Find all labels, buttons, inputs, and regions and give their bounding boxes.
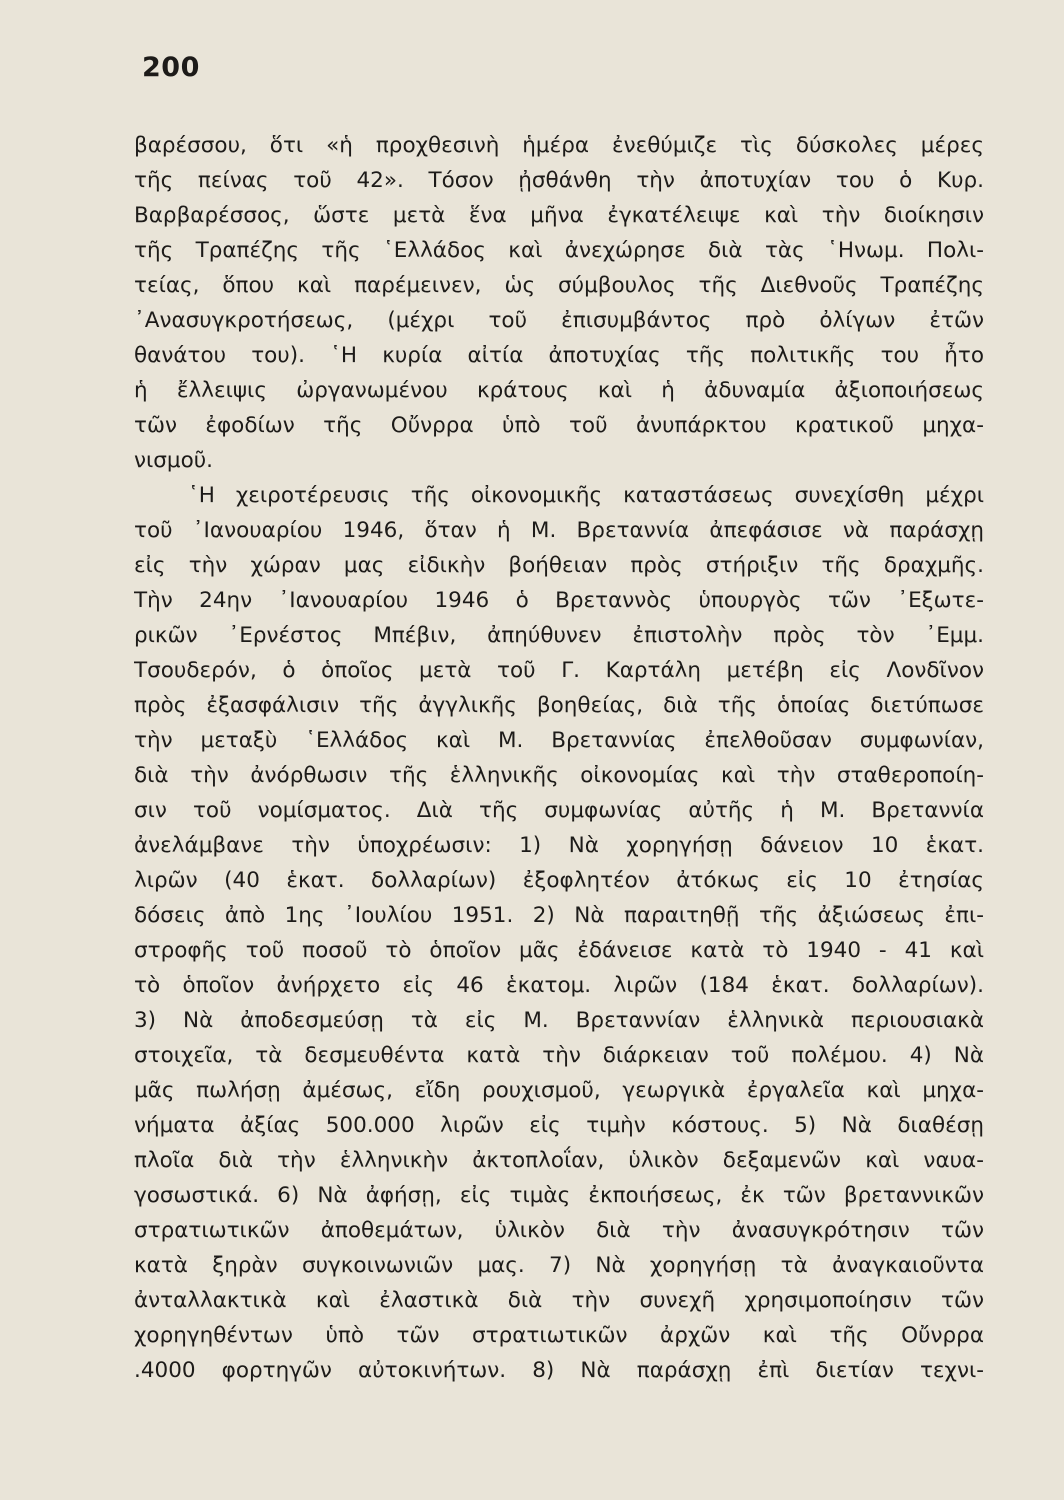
text-line: ἡ ἔλλειψις ὠργανωμένου κράτους καὶ ἡ ἀδυναμία ἀξιοποιήσεως bbox=[134, 378, 984, 403]
text-line: τὸ ὁποῖον ἀνήρχετο εἰς 46 ἑκατομ. λιρῶν (184 ἑκατ. δολλαρίων). bbox=[134, 973, 984, 998]
text-line: θανάτου του). ῾Η κυρία αἰτία ἀποτυχίας τῆς πολιτικῆς του ἦτο bbox=[134, 343, 984, 368]
text-line: 3) Νὰ ἀποδεσμεύσῃ τὰ εἰς Μ. Βρεταννίαν ἑλληνικὰ περιουσιακὰ bbox=[134, 1008, 984, 1033]
text-line: εἰς τὴν χώραν μας εἰδικὴν βοήθειαν πρὸς στήριξιν τῆς δραχμῆς. bbox=[134, 553, 984, 578]
text-line: γοσωστικά. 6) Νὰ ἀφήσῃ, εἰς τιμὰς ἐκποιήσεως, ἐκ τῶν βρεταννικῶν bbox=[134, 1183, 984, 1208]
text-line: ρικῶν ᾿Ερνέστος Μπέβιν, ἀπηύθυνεν ἐπιστολὴν πρὸς τὸν ᾿Εμμ. bbox=[134, 623, 984, 648]
text-line: Βαρβαρέσσος, ὥστε μετὰ ἕνα μῆνα ἐγκατέλειψε καὶ τὴν διοίκησιν bbox=[134, 203, 984, 228]
text-line: στοιχεῖα, τὰ δεσμευθέντα κατὰ τὴν διάρκειαν τοῦ πολέμου. 4) Νὰ bbox=[134, 1043, 984, 1068]
page-number: 200 bbox=[142, 52, 200, 83]
text-line: στροφῆς τοῦ ποσοῦ τὸ ὁποῖον μᾶς ἐδάνεισε κατὰ τὸ 1940 - 41 καὶ bbox=[134, 938, 984, 963]
text-line: βαρέσσου, ὅτι «ἡ προχθεσινὴ ἡμέρα ἐνεθύμιζε τὶς δύσκολες μέρες bbox=[134, 133, 984, 158]
text-line: ᾿Ανασυγκροτήσεως, (μέχρι τοῦ ἐπισυμβάντος πρὸ ὀλίγων ἐτῶν bbox=[134, 308, 984, 333]
text-line: πλοῖα διὰ τὴν ἑλληνικὴν ἀκτοπλοΐαν, ὑλικὸν δεξαμενῶν καὶ ναυα- bbox=[134, 1148, 984, 1173]
body-text bbox=[134, 128, 984, 1388]
text-line: τῆς πείνας τοῦ 42». Τόσον ᾐσθάνθη τὴν ἀποτυχίαν του ὁ Κυρ. bbox=[134, 168, 984, 193]
text-line: Τσουδερόν, ὁ ὁποῖος μετὰ τοῦ Γ. Καρτάλη μετέβη εἰς Λονδῖνον bbox=[134, 658, 984, 683]
text-line: ἀνταλλακτικὰ καὶ ἐλαστικὰ διὰ τὴν συνεχῆ χρησιμοποίησιν τῶν bbox=[134, 1288, 984, 1313]
text-line: μᾶς πωλήσῃ ἀμέσως, εἴδη ρουχισμοῦ, γεωργικὰ ἐργαλεῖα καὶ μηχα- bbox=[134, 1078, 984, 1103]
text-line: δόσεις ἀπὸ 1ης ᾿Ιουλίου 1951. 2) Νὰ παραιτηθῇ τῆς ἀξιώσεως ἐπι- bbox=[134, 903, 984, 928]
text-line: ἀνελάμβανε τὴν ὑποχρέωσιν: 1) Νὰ χορηγήσῃ δάνειον 10 ἑκατ. bbox=[134, 833, 984, 858]
text-line: νήματα ἀξίας 500.000 λιρῶν εἰς τιμὴν κόστους. 5) Νὰ διαθέσῃ bbox=[134, 1113, 984, 1138]
text-line: τῆς Τραπέζης τῆς ῾Ελλάδος καὶ ἀνεχώρησε διὰ τὰς ῾Ηνωμ. Πολι- bbox=[134, 238, 984, 263]
text-line: τείας, ὅπου καὶ παρέμεινεν, ὡς σύμβουλος τῆς Διεθνοῦς Τραπέζης bbox=[134, 273, 984, 298]
text-line: ῾Η χειροτέρευσις τῆς οἰκονομικῆς καταστάσεως συνεχίσθη μέχρι bbox=[188, 483, 984, 508]
text-line: τοῦ ᾿Ιανουαρίου 1946, ὅταν ἡ Μ. Βρεταννία ἀπεφάσισε νὰ παράσχῃ bbox=[134, 518, 984, 543]
text-line: νισμοῦ. bbox=[134, 448, 214, 473]
text-line: στρατιωτικῶν ἀποθεμάτων, ὑλικὸν διὰ τὴν ἀνασυγκρότησιν τῶν bbox=[134, 1218, 984, 1243]
text-line: λιρῶν (40 ἑκατ. δολλαρίων) ἐξοφλητέον ἀτόκως εἰς 10 ἐτησίας bbox=[134, 868, 984, 893]
text-line: πρὸς ἐξασφάλισιν τῆς ἀγγλικῆς βοηθείας, διὰ τῆς ὁποίας διετύπωσε bbox=[134, 693, 984, 718]
text-line: σιν τοῦ νομίσματος. Διὰ τῆς συμφωνίας αὐτῆς ἡ Μ. Βρεταννία bbox=[134, 798, 984, 823]
text-line: διὰ τὴν ἀνόρθωσιν τῆς ἑλληνικῆς οἰκονομίας καὶ τὴν σταθεροποίη- bbox=[134, 763, 984, 788]
text-line: τὴν μεταξὺ ῾Ελλάδος καὶ Μ. Βρεταννίας ἐπελθοῦσαν συμφωνίαν, bbox=[134, 728, 984, 753]
text-line: τῶν ἐφοδίων τῆς Οὔνρρα ὑπὸ τοῦ ἀνυπάρκτου κρατικοῦ μηχα- bbox=[134, 413, 984, 438]
text-line: χορηγηθέντων ὑπὸ τῶν στρατιωτικῶν ἀρχῶν καὶ τῆς Οὔνρρα bbox=[134, 1323, 984, 1348]
text-line: Τὴν 24ην ᾿Ιανουαρίου 1946 ὁ Βρεταννὸς ὑπουργὸς τῶν ᾿Εξωτε- bbox=[134, 588, 984, 613]
text-line: κατὰ ξηρὰν συγκοινωνιῶν μας. 7) Νὰ χορηγήσῃ τὰ ἀναγκαιοῦντα bbox=[134, 1253, 984, 1278]
text-line: .4000 φορτηγῶν αὐτοκινήτων. 8) Νὰ παράσχῃ ἐπὶ διετίαν τεχνι- bbox=[134, 1358, 984, 1383]
